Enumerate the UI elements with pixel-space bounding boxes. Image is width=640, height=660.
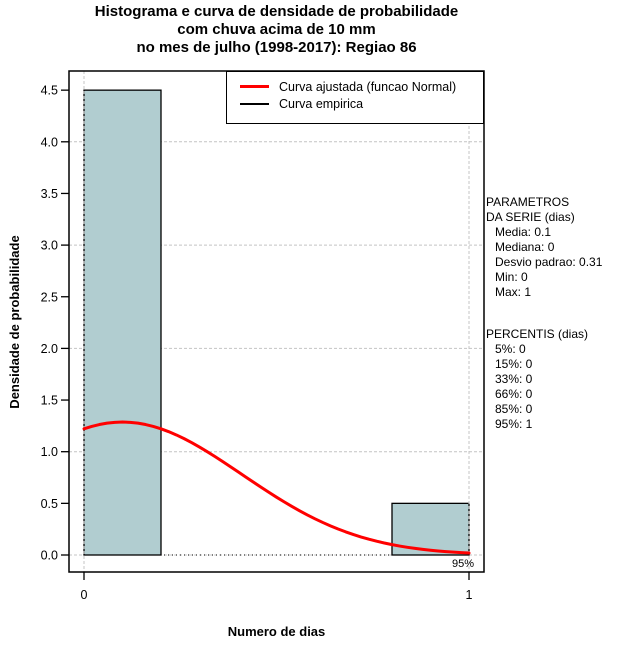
legend-label-empirical-curve: Curva empirica (279, 96, 364, 111)
parametros-title-line2: DA SERIE (dias) (486, 210, 575, 224)
y-tick-label: 0.5 (40, 496, 58, 511)
y-tick-label: 1.0 (40, 445, 58, 460)
percentil-15: 15%: 0 (495, 357, 533, 371)
percentis-title: PERCENTIS (dias) (486, 327, 589, 341)
y-tick-label: 2.0 (40, 341, 58, 356)
y-tick-label: 0.0 (40, 548, 58, 563)
y-tick-label: 1.5 (40, 393, 58, 408)
plot-area (40, 60, 500, 600)
series-stats-panel (486, 195, 602, 432)
percentil-95: 95%: 1 (495, 417, 533, 431)
legend-item-fitted-curve (227, 78, 483, 95)
panel-spacer (486, 300, 602, 327)
y-tick-label: 4.5 (40, 83, 58, 98)
x-tick-label: 0 (80, 588, 88, 600)
fitted-curve-line-icon (240, 85, 269, 88)
chart-title-line1: Histograma e curva de densidade de probabilidade (94, 3, 459, 20)
percentil-85: 85%: 0 (495, 402, 533, 416)
legend-label-fitted-curve: Curva ajustada (funcao Normal) (279, 79, 457, 94)
y-tick-label: 4.0 (40, 135, 58, 150)
percentil-5: 5%: 0 (495, 342, 526, 356)
y-tick-label: 2.5 (40, 290, 58, 305)
percentil-66: 66%: 0 (495, 387, 533, 401)
chart-title-line3: no mes de julho (1998-2017): Regiao 86 (136, 39, 417, 56)
legend-item-empirical-curve (227, 95, 483, 112)
stat-min: Min: 0 (495, 270, 528, 284)
y-tick-label: 3.5 (40, 186, 58, 201)
parametros-title-line1: PARAMETROS (486, 195, 570, 209)
x-tick-label: 1 (465, 588, 473, 600)
empirical-curve-line-icon (240, 103, 269, 105)
chart-title-line2: com chuva acima de 10 mm (177, 21, 376, 38)
chart-title (0, 3, 553, 57)
stat-mediana: Mediana: 0 (495, 240, 555, 254)
y-axis-title: Densidade de probabilidade (7, 235, 22, 409)
x-axis-title: Numero de dias (227, 624, 326, 639)
stat-max: Max: 1 (495, 285, 532, 299)
stat-media: Media: 0.1 (495, 225, 552, 239)
y-tick-label: 3.0 (40, 238, 58, 253)
stat-desvio-padrao: Desvio padrao: 0.31 (495, 255, 603, 269)
percentile-annotation: 95% (451, 558, 475, 570)
percentil-33: 33%: 0 (495, 372, 533, 386)
histogram-bar (84, 90, 161, 555)
legend (226, 71, 484, 124)
